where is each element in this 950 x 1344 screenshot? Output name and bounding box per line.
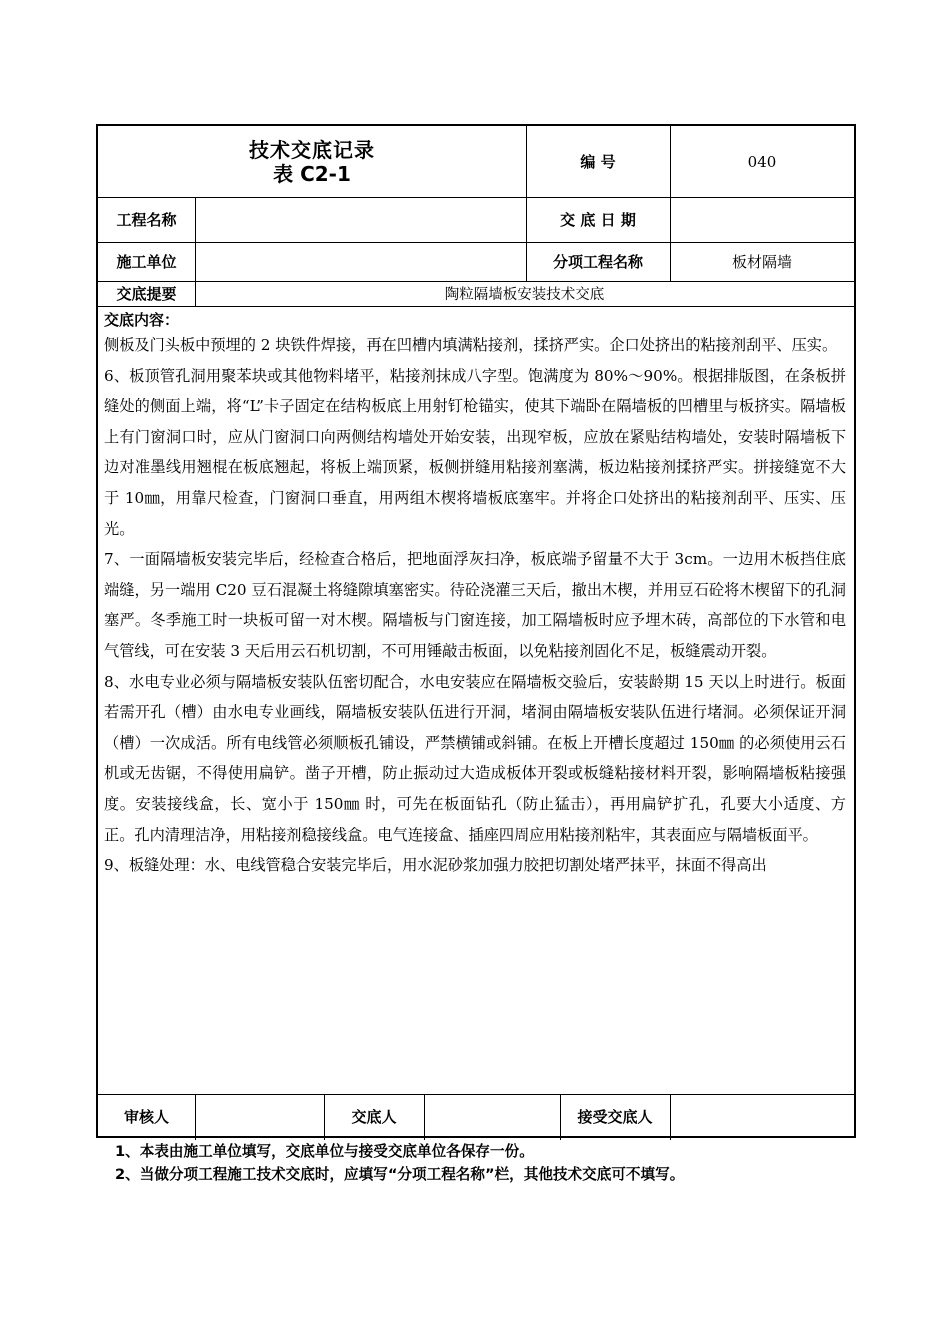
receiver-field[interactable] [670,1094,854,1138]
subproject-label: 分项工程名称 [552,253,643,271]
contractor-field[interactable] [195,242,526,281]
presenter-field[interactable] [424,1094,560,1138]
number-label: 编 号 [580,153,616,171]
note-item: 1、本表由施工单位填写，交底单位与接受交底单位各保存一份。 [115,1143,534,1160]
subproject-field[interactable]: 板材隔墙 [731,253,792,271]
form-title: 技术交底记录 [249,137,375,162]
reviewer-field[interactable] [195,1094,324,1138]
row-divider [98,306,854,307]
summary-label: 交底提要 [116,285,177,303]
summary-field[interactable]: 陶粒隔墙板安装技术交底 [444,287,605,303]
briefing-content [104,310,846,881]
project-name-field[interactable] [195,197,526,242]
form-title-block [98,126,526,197]
form-notes [115,1140,684,1186]
content-label: 交底内容： [104,311,180,329]
date-label: 交 底 日 期 [560,211,636,229]
presenter-label: 交底人 [351,1107,397,1126]
reviewer-label: 审核人 [123,1107,169,1126]
content-paragraph: 9、板缝处理：水、电线管稳合安装完毕后，用水泥砂浆加强力胶把切割处堵严抹平，抹面不得高出 [104,856,767,875]
technical-briefing-form [96,124,856,1138]
note-item: 2、当做分项工程施工技术交底时，应填写“分项工程名称”栏，其他技术交底可不填写。 [115,1166,685,1183]
number-value[interactable]: 040 [747,152,777,171]
contractor-label: 施工单位 [116,253,177,271]
content-paragraph: 7、一面隔墙板安装完毕后，经检查合格后，把地面浮灰扫净，板底端予留量不大于 3cm。一边用木板挡住底端缝，另一端用 C20 豆石混凝土将缝隙填塞密实。待砼浇灌三天后，撤出木楔，并用豆石砼将木楔留下的孔洞塞严。冬季施工时一块板可留一对木楔。隔墙板与门窗连接，加工隔墙板时应予埋木砖，高部位的下水管和电气管线，可在安装 3 天后用云石机切割，不可用锤敲击板面，以免粘接剂固化不足，板缝震动开裂。 [104,550,846,660]
project-name-label: 工程名称 [116,211,177,229]
date-field[interactable] [670,197,854,242]
receiver-label: 接受交底人 [577,1107,653,1126]
content-paragraph: 8、水电专业必须与隔墙板安装队伍密切配合，水电安装应在隔墙板交验后，安装龄期 15 天以上时进行。板面若需开孔（槽）由水电专业画线，隔墙板安装队伍进行开洞，堵洞由隔墙板安装队伍进行堵洞。必须保证开洞（槽）一次成活。所有电线管必须顺板孔铺设，严禁横铺或斜铺。在板上开槽长度超过 150㎜ 的必须使用云石机或无齿锯，不得使用扁铲。凿子开槽，防止振动过大造成板体开裂或板缝粘接材料开裂，影响隔墙板粘接强度。安装接线盒，长、宽小于 150㎜ 时，可先在板面钻孔（防止猛击），再用扁铲扩孔，孔要大小适度、方正。孔内清理洁净，用粘接剂稳接线盒。电气连接盒、插座四周应用粘接剂粘牢，其表面应与隔墙板面平。 [104,672,846,844]
content-paragraph: 6、板顶管孔洞用聚苯块或其他物料堵平，粘接剂抹成八字型。饱满度为 80%～90%。根据排版图，在条板拼缝处的侧面上端，将“L”卡子固定在结构板底上用射钉枪锚实，使其下端卧在隔墙板的凹槽里与板挤实。隔墙板上有门窗洞口时，应从门窗洞口向两侧结构墙处开始安装，出现窄板，应放在紧贴结构墙处，安装时隔墙板下边对准墨线用翘棍在板底翘起，将板上端顶紧，板侧拼缝用粘接剂塞满，板边粘接剂揉挤严实。拼接缝宽不大于 10㎜，用靠尺检查，门窗洞口垂直，用两组木楔将墙板底塞牢。并将企口处挤出的粘接剂刮平、压实、压光。 [104,366,846,538]
content-paragraph: 侧板及门头板中预埋的 2 块铁件焊接，再在凹槽内填满粘接剂，揉挤严实。企口处挤出的粘接剂刮平、压实。 [104,336,838,354]
form-code: 表 C2-1 [273,161,351,186]
